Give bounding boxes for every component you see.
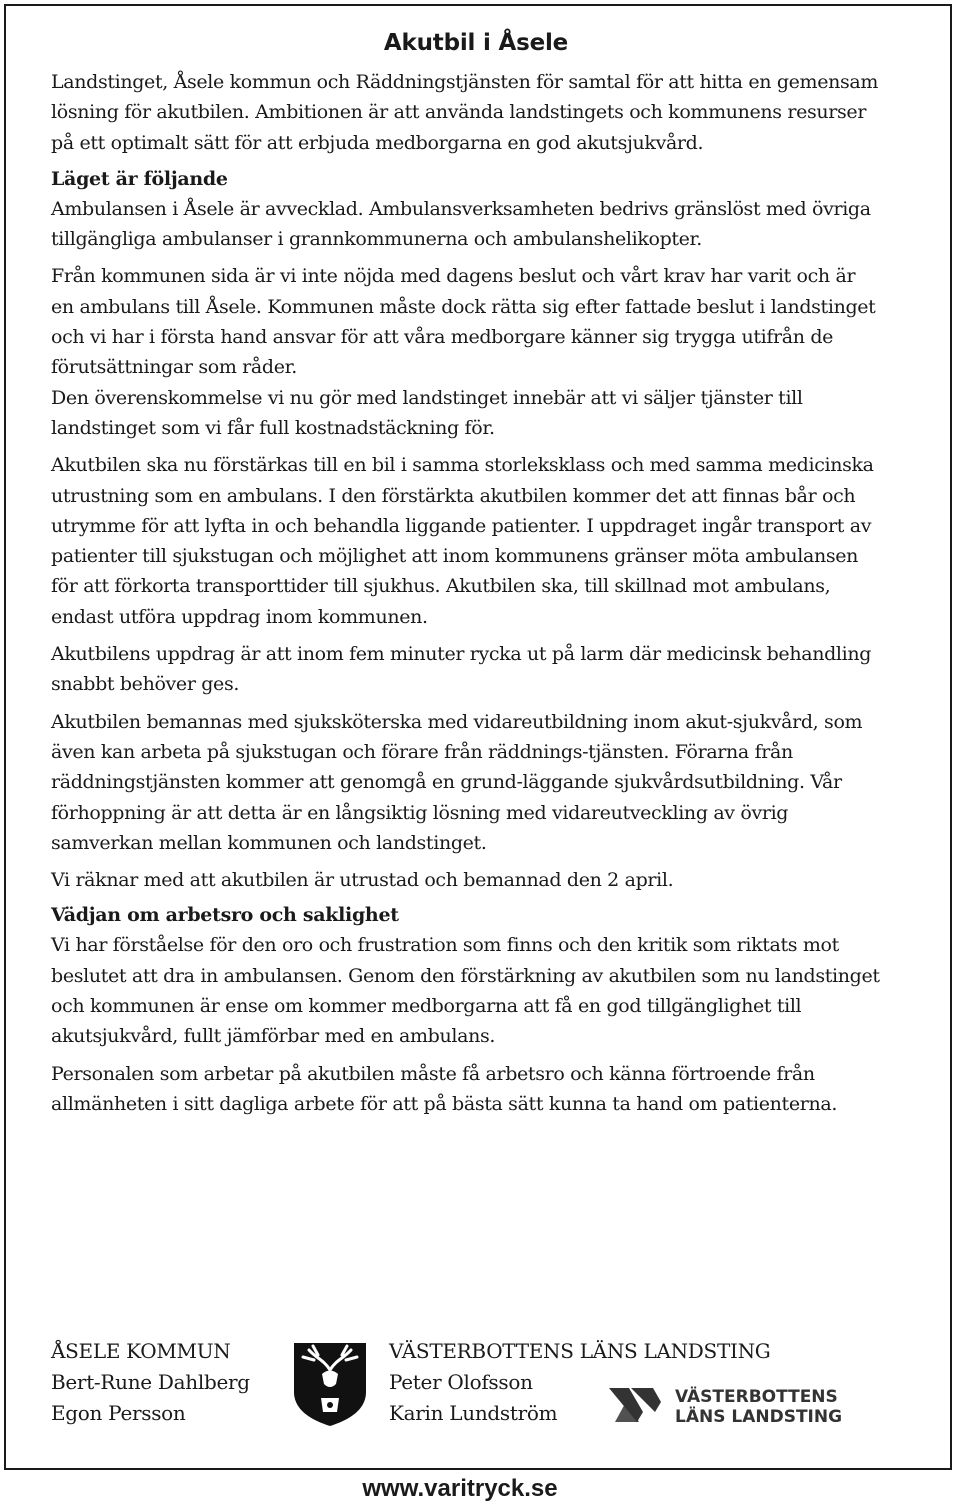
signature-name: Egon Persson bbox=[51, 1401, 186, 1425]
paragraph: Personalen som arbetar på akutbilen måste få arbetsro och känna förtroende från allmänheten i sitt dagliga arbete för att på bästa sätt kunna ta hand om patienterna. bbox=[51, 1062, 838, 1115]
signature-name: Peter Olofsson bbox=[389, 1370, 533, 1394]
paragraph: Vi har förståelse för den oro och frustration som finns och den kritik som riktats mot beslutet att dra in ambulansen. Genom den förstärkning av akutbilen som nu landstinget och kommunen är ense om kommer medborgarna att få en god tillgänglighet till akutsjukvård, fullt jämförbar med en ambulans. bbox=[51, 934, 880, 1048]
signature-org: VÄSTERBOTTENS LÄNS LANDSTING bbox=[389, 1339, 771, 1363]
document-body bbox=[51, 27, 881, 1119]
paragraph: Akutbilen bemannas med sjuksköterska med vidareutbildning inom akut-sjukvård, som även kan arbeta på sjukstugan och förare från räddnings-tjänsten. Förarna från räddningstjänsten kommer att genomgå en grund-läggande sjukvårdsutbildning. Vår förhoppning är att detta är en långsiktig lösning med vidareutveckling av övrig samverkan mellan kommunen och landstinget. bbox=[51, 710, 863, 854]
section-heading-situation: Läget är följande bbox=[51, 167, 228, 190]
section-heading-appeal: Vädjan om arbetsro och saklighet bbox=[51, 904, 399, 927]
paragraph: Den överenskommelse vi nu gör med landstinget innebär att vi säljer tjänster till landstinget som vi får full kostnadstäckning för. bbox=[51, 386, 803, 439]
signature-org: ÅSELE KOMMUN bbox=[51, 1339, 231, 1363]
vasterbottens-lans-landsting-logo bbox=[609, 1382, 863, 1426]
signature-name: Karin Lundström bbox=[389, 1401, 558, 1425]
paragraph: Från kommunen sida är vi inte nöjda med dagens beslut och vårt krav har varit och är en ambulans till Åsele. Kommunen måste dock rätta sig efter fattade beslut i landstinget och vi har i första hand ansvar för att våra medborgare känner sig trygga utifrån de förutsättningar som råder. bbox=[51, 265, 876, 379]
paragraph: Ambulansen i Åsele är avvecklad. Ambulansverksamheten bedrivs gränslöst med övriga tillgängliga ambulanser i grannkommunerna och ambulanshelikopter. bbox=[51, 197, 871, 251]
paragraph: Akutbilen ska nu förstärkas till en bil i samma storleksklass och med samma medicinska utrustning som en ambulans. I den förstärkta akutbilen kommer det att finnas bår och utrymme för att lyfta in och behandla liggande patienter. I uppdraget ingår transport av patienter till sjukstugan och möjlighet att inom kommunens gränser möta ambulansen för att förkorta transporttider till sjukhus. Akutbilen ska, till skillnad mot ambulans, endast utföra uppdrag inom kommunen. bbox=[51, 454, 874, 628]
paragraph: Vi räknar med att akutbilen är utrustad och bemannad den 2 april. bbox=[51, 869, 674, 892]
logo-text-line2: LÄNS LANDSTING bbox=[675, 1407, 843, 1426]
signature-asele bbox=[51, 1336, 250, 1429]
asele-coat-of-arms-icon bbox=[291, 1340, 369, 1428]
logo-text-line1: VÄSTERBOTTENS bbox=[675, 1387, 838, 1407]
intro-paragraph: Landstinget, Åsele kommun och Räddningstjänsten för samtal för att hitta en gemensam lösning för akutbilen. Ambitionen är att använda landstingets och kommunens resurser på ett optimalt sätt för att erbjuda medborgarna en god akutsjukvård. bbox=[51, 71, 879, 154]
footer-url: www.varitryck.se bbox=[362, 1475, 558, 1502]
document-title: Akutbil i Åsele bbox=[383, 30, 569, 56]
signature-block bbox=[51, 1336, 911, 1436]
paragraph: Akutbilens uppdrag är att inom fem minuter rycka ut på larm där medicinsk behandling snabbt behöver ges. bbox=[51, 643, 872, 696]
signature-name: Bert-Rune Dahlberg bbox=[51, 1370, 250, 1394]
